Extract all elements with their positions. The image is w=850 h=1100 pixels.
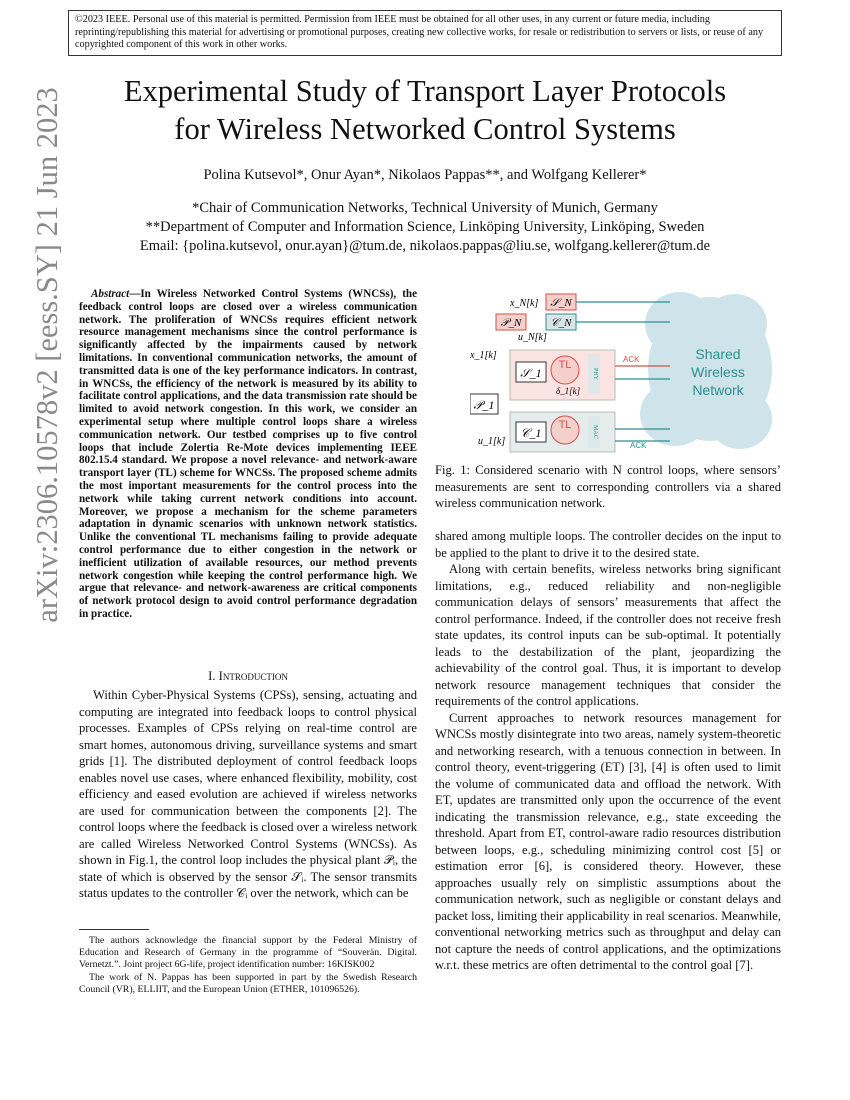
section-heading: I. Introduction: [208, 669, 288, 683]
title-line-1: Experimental Study of Transport Layer Protocols: [123, 74, 727, 108]
ack-label-1: ACK: [623, 355, 640, 364]
right-p0: shared among multiple loops. The controller decides on the input to be applied to the plant to drive it to the desired state.: [435, 529, 781, 560]
delta-label: δ_1[k]: [556, 386, 581, 396]
cloud-label-2: Wireless: [691, 364, 745, 380]
abstract-lead: Abstract: [91, 288, 130, 300]
tl-label-2: TL: [558, 419, 572, 431]
sensor-n-label: 𝒮_N: [550, 297, 572, 309]
controller-1-label: 𝒞_1: [520, 426, 542, 440]
cloud-label-1: Shared: [695, 346, 741, 362]
email-line: Email: {polina.kutsevol, onur.ayan}@tum.de, nikolaos.pappas@liu.se, wolfgang.kellerer@tum.de: [139, 238, 711, 254]
figure-1: [470, 284, 775, 459]
u1-label: u_1[k]: [478, 436, 506, 447]
figure-caption: Fig. 1: Considered scenario with N control loops, where sensors’ measurements are sent to corresponding controllers via a shared wireless communication network.: [435, 463, 781, 510]
authors: Polina Kutsevol*, Onur Ayan*, Nikolaos Pappas**, and Wolfgang Kellerer*: [203, 167, 647, 183]
right-p1: Along with certain benefits, wireless networks bring significant limitations, e.g., reduced reliability and non-negligible communication delays of sensors’ measurements that affect the control performance. Indeed, if the controller does not receive fresh state updates, its control inputs can be sub-optimal. It potentially leads to the destabilization of the plant, jeopardizing the achievability of the control goal. Thus, it is important to develop network resource management techniques that consider the requirements of the control applications.: [435, 562, 781, 708]
intro-paragraph: [79, 687, 417, 902]
affiliation-1: *Chair of Communication Networks, Technical University of Munich, Germany: [192, 200, 658, 216]
footnote-rule: [79, 929, 149, 930]
right-column-text: [435, 528, 781, 974]
xn-label: x_N[k]: [510, 298, 539, 309]
sensor-1-label: 𝒮_1: [520, 366, 542, 380]
affiliations: [40, 199, 810, 256]
footnote-2: The work of N. Pappas has been supported in part by the Swedish Research Council (VR), ELLIIT, and the European Union (ETHER, 101096526).: [79, 971, 417, 995]
un-label: u_N[k]: [518, 332, 547, 343]
controller-n-label: 𝒞_N: [550, 317, 572, 329]
footnotes: [79, 935, 417, 996]
footnote-1: The authors acknowledge the financial support by the Federal Ministry of Education and Research of Germany in the programme of “Souverän. Digital. Vernetzt.”. Joint project 6G-life, project identification number: 16KISK002: [79, 935, 417, 971]
tl-label-1: TL: [558, 359, 572, 371]
phy-mac-1-label: PHY: [592, 367, 598, 381]
title-line-2: for Wireless Networked Control Systems: [174, 112, 676, 146]
cloud-label-3: Network: [692, 382, 744, 398]
affiliation-2: **Department of Computer and Information Science, Linköping University, Linköping, Sweden: [145, 219, 705, 235]
abstract-body: —In Wireless Networked Control Systems (WNCSs), the feedback control loops are closed over a wireless communication network. The proliferation of WNCSs requires efficient network resource management mechanisms since the control performance is significantly affected by the impairments caused by network limitations. In conventional communication networks, the amount of transmitted data is one of the key performance indicators. In contrast, in WNCSs, the efficiency of the network is measured by its ability to facilitate control applications, and the data transmission rate should be limited to avoid network congestion. In this work, we consider an experimental setup where multiple control loops share a wireless communication network. Our testbed comprises up to five control loops that include Zolertia Re-Mote devices implementing IEEE 802.15.4 standard. We propose a novel relevance- and network-aware transport layer (TL) scheme for WNCSs. The proposed scheme admits the most important measurements for the control process into the network while taking current network conditions into account. Moreover, we propose a mechanism for the scheme parameters adaptation in dynamic scenarios with unknown network statistics. Unlike the conventional TL mechanisms failing to provide adequate control performance due to either congestion in the network or inefficient utilization of available resources, our method prevents network congestion while keeping the control performance high. We argue that relevance- and network-awareness are critical components of network protocol design to avoid control performance degradation in practice.: [79, 288, 417, 620]
copyright-notice: ©2023 IEEE. Personal use of this material is permitted. Permission from IEEE must be obtained for all other uses, in any current or future media, including reprinting/republishing this material for advertising or promotional purposes, creating new collective works, for resale or redistribution to servers or lists, or reuse of any copyrighted component of this work in other works.: [68, 10, 782, 56]
paper-title: [40, 72, 810, 148]
ack-label-2: ACK: [630, 441, 647, 450]
plant-n-label: 𝒫_N: [500, 317, 522, 329]
abstract: [79, 288, 417, 621]
intro-p1: Within Cyber-Physical Systems (CPSs), sensing, actuating and computing are integrated into feedback loops to control physical processes. Examples of CPSs relying on real-time control are smart homes, autonomous driving, surveillance systems and smart grids [1]. The distributed deployment of control feedback loops enables novel use cases, where enhanced flexibility, mobility, cost efficiency and eased evolution are achieved if wireless networks are used for communication between the components [2]. The control loops where the feedback is closed over a wireless network are called Wireless Networked Control Systems (WNCSs). As shown in Fig.1, the control loop includes the physical plant 𝒫ᵢ, the state of which is observed by the sensor 𝒮ᵢ. The sensor transmits status updates to the controller 𝒞ᵢ over the network, which can be: [79, 688, 417, 900]
plant-1-label: 𝒫_1: [473, 398, 495, 412]
x1-label: x_1[k]: [470, 350, 497, 361]
right-p2: Current approaches to network resources management for WNCSs mostly disintegrate into two areas, namely system-theoretic and networking research, with a tenuous connection in between. In control theory, event-triggering (ET) [3], [4] is often used to limit the volume of communicated data and offload the network. With ET, updates are transmitted only upon the occurrence of the event indicating the transmission relevance, e.g., state exceeding the threshold. Apart from ET, control-aware radio resources distribution between loops, e.g., scheduling minimizing control cost [5] or estimation error [6], is considered theory. However, these approaches usually rely on simplistic assumptions about the communication network, such as negligible or constant delays and packet loss, limiting their applicability in real scenarios. Meanwhile, conventional networking metrics such as throughput and delay can not capture the needs of control applications, and the optimizations w.r.t. these metrics are often detrimental to the control goal [7].: [435, 710, 781, 972]
arxiv-stamp: arXiv:2306.10578v2 [eess.SY] 21 Jun 2023: [30, 87, 64, 623]
phy-mac-2-label: MAC: [592, 425, 598, 439]
